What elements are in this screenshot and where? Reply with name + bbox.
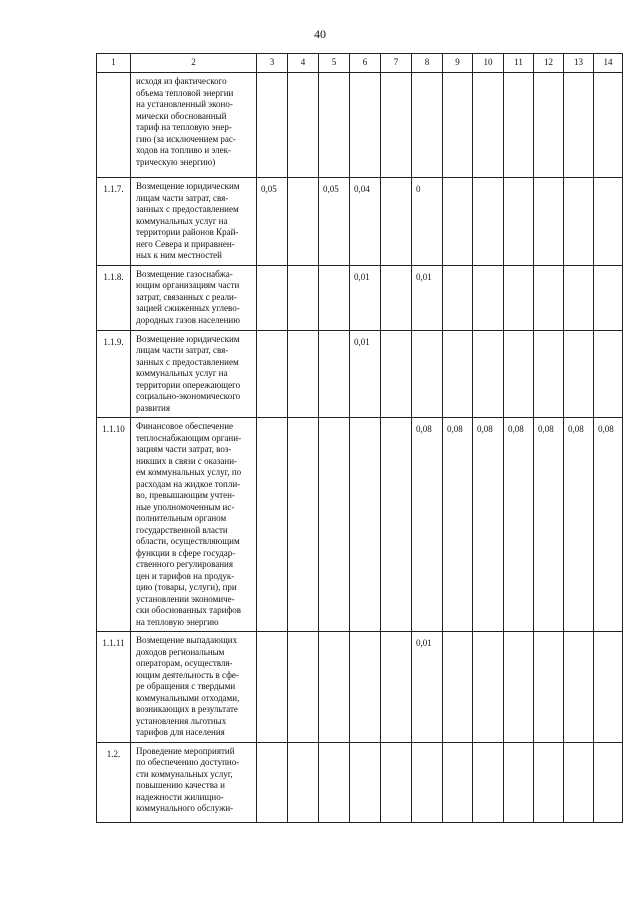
description-line: доходов региональным <box>136 646 225 657</box>
description-line: мически обоснованный <box>136 110 227 121</box>
value-cell <box>564 742 594 822</box>
description-line: ски обоснованных тарифов <box>136 605 242 615</box>
description-line: коммунальных услуг на <box>136 215 228 226</box>
value-cell <box>443 632 473 743</box>
column-header: 10 <box>473 54 504 73</box>
value-cell <box>564 632 594 743</box>
row-description <box>131 418 257 632</box>
description-line: занных с предоставлением <box>136 204 239 214</box>
value-cell <box>350 742 381 822</box>
value-cell <box>534 178 564 266</box>
value-cell <box>412 73 443 178</box>
value-cell <box>473 265 504 330</box>
value-cell <box>288 73 319 178</box>
value-cell: 0,05 <box>257 178 288 266</box>
value-cell <box>319 73 350 178</box>
value-cell <box>534 742 564 822</box>
description-line: полнительным органом <box>136 513 227 523</box>
value-cell <box>257 265 288 330</box>
description-line: зацией сжиженных углево- <box>136 303 240 313</box>
column-header: 12 <box>534 54 564 73</box>
value-cell <box>257 632 288 743</box>
value-cell <box>288 330 319 418</box>
table-row <box>97 265 623 330</box>
value-cell <box>594 330 623 418</box>
description-line: гию (за исключением рас- <box>136 133 236 144</box>
value-cell <box>564 265 594 330</box>
row-number: 1.1.7. <box>97 178 131 266</box>
value-cell <box>319 742 350 822</box>
page-number: 40 <box>314 27 326 41</box>
description-line: него Севера и приравнен- <box>136 238 235 249</box>
value-cell <box>473 632 504 743</box>
row-description <box>131 330 257 418</box>
description-line: коммунальными отходами, <box>136 692 240 703</box>
value-cell <box>504 330 534 418</box>
value-cell <box>594 632 623 743</box>
value-cell <box>443 265 473 330</box>
description-line: теплоснабжающим органи- <box>136 432 242 443</box>
description-line: ем коммунальных услуг, по <box>136 467 242 477</box>
description-line: лицам части затрат, свя- <box>136 192 229 203</box>
description-line: установлении экономиче- <box>136 593 235 604</box>
value-cell <box>504 178 534 266</box>
description-line: ре обращения с твердыми <box>136 681 236 691</box>
column-header: 11 <box>504 54 534 73</box>
data-table <box>96 53 623 823</box>
description-line: никших в связи с оказани- <box>136 455 238 466</box>
value-cell <box>288 418 319 632</box>
value-cell: 0,08 <box>594 418 623 632</box>
value-cell: 0,01 <box>412 632 443 743</box>
description-line: цен и тарифов на продук- <box>136 570 235 581</box>
row-number: 1.2. <box>97 742 131 822</box>
column-header: 2 <box>131 54 257 73</box>
description-line: тариф на тепловую энер- <box>136 122 232 132</box>
description-line: операторам, осуществля- <box>136 658 233 668</box>
value-cell <box>594 742 623 822</box>
row-description <box>131 178 257 266</box>
value-cell <box>443 330 473 418</box>
value-cell: 0,04 <box>350 178 381 266</box>
value-cell <box>534 265 564 330</box>
description-line: затрат, связанных с реали- <box>136 291 237 302</box>
value-cell: 0 <box>412 178 443 266</box>
row-number: 1.1.10 <box>97 418 131 632</box>
value-cell <box>564 330 594 418</box>
value-cell <box>288 178 319 266</box>
description-line: территории районов Край- <box>136 227 239 237</box>
description-line: Возмещение юридическим <box>136 333 240 344</box>
description-line: повышению качества и <box>136 780 225 790</box>
description-line: Возмещение юридическим <box>136 181 240 191</box>
description-line: объема тепловой энергии <box>136 87 234 98</box>
value-cell <box>504 265 534 330</box>
description-line: установления льготных <box>136 715 227 726</box>
description-line: по обеспечению доступно- <box>136 757 240 767</box>
value-cell <box>381 632 412 743</box>
description-line: дородных газов населению <box>136 314 240 325</box>
table-row <box>97 178 623 266</box>
value-cell: 0,01 <box>412 265 443 330</box>
value-cell <box>534 330 564 418</box>
value-cell <box>257 742 288 822</box>
column-header: 3 <box>257 54 288 73</box>
column-header: 8 <box>412 54 443 73</box>
value-cell <box>412 742 443 822</box>
table-row <box>97 330 623 418</box>
description-line: Финансовое обеспечение <box>136 421 234 431</box>
value-cell: 0,08 <box>412 418 443 632</box>
row-description <box>131 73 257 178</box>
table-row <box>97 632 623 743</box>
description-line: цию (товары, услуги), при <box>136 582 237 592</box>
value-cell: 0,08 <box>564 418 594 632</box>
value-cell <box>443 73 473 178</box>
value-cell: 0,01 <box>350 265 381 330</box>
column-header: 1 <box>97 54 131 73</box>
table-row <box>97 73 623 178</box>
row-number <box>97 73 131 178</box>
value-cell <box>594 265 623 330</box>
value-cell <box>381 265 412 330</box>
value-cell: 0,08 <box>473 418 504 632</box>
value-cell: 0,08 <box>504 418 534 632</box>
description-line: расходам на жидкое топли- <box>136 478 241 489</box>
description-line: зациям части затрат, воз- <box>136 444 232 454</box>
description-line: на тепловую энергию <box>136 616 219 627</box>
value-cell <box>381 418 412 632</box>
value-cell <box>473 330 504 418</box>
value-cell: 0,08 <box>534 418 564 632</box>
value-cell: 0,05 <box>319 178 350 266</box>
description-line: государственной власти <box>136 524 228 535</box>
value-cell <box>473 73 504 178</box>
value-cell <box>257 73 288 178</box>
column-header: 9 <box>443 54 473 73</box>
description-line: Возмещение газоснабжа- <box>136 268 233 279</box>
value-cell <box>381 742 412 822</box>
value-cell <box>564 73 594 178</box>
value-cell: 0,01 <box>350 330 381 418</box>
description-line: исходя из фактического <box>136 76 227 86</box>
description-line: Возмещение выпадающих <box>136 635 238 645</box>
column-header: 14 <box>594 54 623 73</box>
value-cell <box>381 73 412 178</box>
column-header: 4 <box>288 54 319 73</box>
description-line: сти коммунальных услуг, <box>136 768 233 779</box>
value-cell <box>288 632 319 743</box>
value-cell <box>257 330 288 418</box>
row-number: 1.1.8. <box>97 265 131 330</box>
value-cell <box>319 265 350 330</box>
value-cell <box>288 265 319 330</box>
description-line: ющим организациям части <box>136 280 240 290</box>
row-number: 1.1.9. <box>97 330 131 418</box>
value-cell <box>443 742 473 822</box>
description-line: надежности жилищно- <box>136 791 224 802</box>
description-line: функции в сфере государ- <box>136 547 236 558</box>
column-header: 7 <box>381 54 412 73</box>
value-cell <box>319 632 350 743</box>
description-line: во, превышающим учтен- <box>136 490 235 500</box>
description-line: тарифов для населения <box>136 727 225 737</box>
description-line: коммунальных услуг на <box>136 368 228 378</box>
column-header: 5 <box>319 54 350 73</box>
description-line: ходов на топливо и элек- <box>136 145 232 155</box>
value-cell <box>534 632 564 743</box>
value-cell <box>504 742 534 822</box>
description-line: Проведение мероприятий <box>136 745 235 756</box>
description-line: занных с предоставлением <box>136 356 239 367</box>
row-description <box>131 742 257 822</box>
value-cell: 0,08 <box>443 418 473 632</box>
description-line: развития <box>136 402 171 413</box>
description-line: трическую энергию) <box>136 156 216 167</box>
value-cell <box>350 73 381 178</box>
value-cell <box>443 178 473 266</box>
row-description <box>131 265 257 330</box>
header-row <box>97 54 623 73</box>
value-cell <box>350 418 381 632</box>
value-cell <box>504 632 534 743</box>
description-line: ных к ним местностей <box>136 250 222 260</box>
value-cell <box>288 742 319 822</box>
value-cell <box>594 178 623 266</box>
description-line: возникающих в результате <box>136 704 238 714</box>
table-body <box>97 54 623 823</box>
row-description <box>131 632 257 743</box>
description-line: ные уполномоченным ис- <box>136 501 235 512</box>
table-row <box>97 742 623 822</box>
description-line: области, осуществляющим <box>136 536 240 546</box>
value-cell <box>319 418 350 632</box>
value-cell <box>412 330 443 418</box>
value-cell <box>564 178 594 266</box>
value-cell <box>534 73 564 178</box>
description-line: территории опережающего <box>136 379 241 390</box>
description-line: коммунального обслужи- <box>136 803 234 813</box>
description-line: лицам части затрат, свя- <box>136 345 229 355</box>
value-cell <box>381 178 412 266</box>
value-cell <box>473 178 504 266</box>
value-cell <box>381 330 412 418</box>
table-row <box>97 418 623 632</box>
row-number: 1.1.11 <box>97 632 131 743</box>
value-cell <box>594 73 623 178</box>
column-header: 6 <box>350 54 381 73</box>
description-line: социально-экономического <box>136 391 241 401</box>
value-cell <box>257 418 288 632</box>
value-cell <box>473 742 504 822</box>
column-header: 13 <box>564 54 594 73</box>
value-cell <box>319 330 350 418</box>
description-line: ющим деятельность в сфе- <box>136 669 239 680</box>
description-line: ственного регулирования <box>136 559 233 569</box>
value-cell <box>350 632 381 743</box>
description-line: на установленный эконо- <box>136 99 233 109</box>
value-cell <box>504 73 534 178</box>
